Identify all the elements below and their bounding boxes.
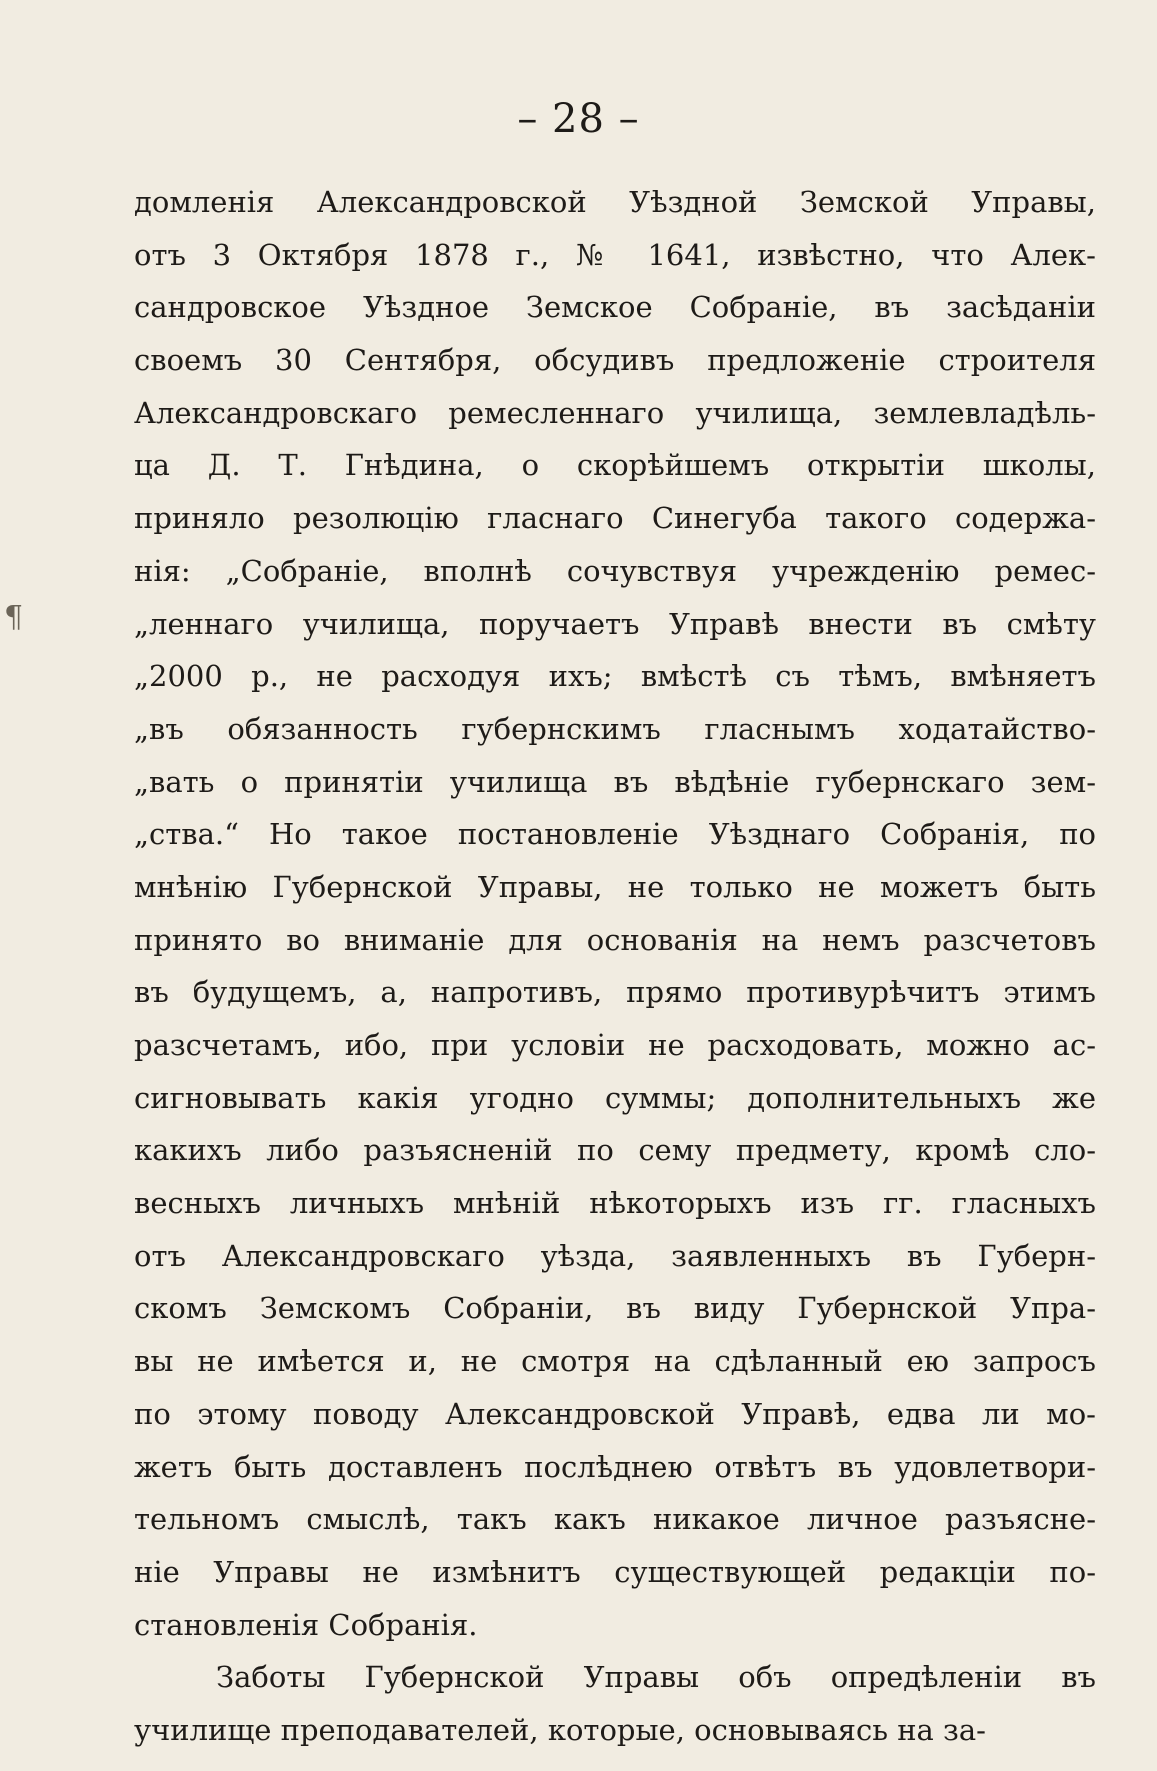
- text-line-11: „въ обязанность губернскимъ гласнымъ ходатайство-: [134, 711, 1096, 746]
- text-line-5: Александровскаго ремесленнаго училища, землевладѣль-: [134, 395, 1096, 430]
- text-line-16: въ будущемъ, а, напротивъ, прямо противурѣчитъ этимъ: [134, 975, 1096, 1010]
- text-line-21: отъ Александровскаго уѣзда, заявленныхъ въ Губерн-: [134, 1238, 1096, 1273]
- text-line-28: становленія Собранія.: [134, 1607, 478, 1642]
- text-line-22: скомъ Земскомъ Собраніи, въ виду Губернской Упра-: [134, 1291, 1096, 1326]
- text-line-29: Заботы Губернской Управы объ опредѣленіи въ: [216, 1660, 1096, 1695]
- text-line-13: „ства.“ Но такое постановленіе Уѣзднаго Собранія, по: [134, 817, 1096, 852]
- text-line-1: домленія Александровской Уѣздной Земской Управы,: [134, 185, 1096, 219]
- text-line-27: ніе Управы не измѣнитъ существующей редакціи по-: [134, 1554, 1096, 1589]
- text-line-6: ца Д. Т. Гнѣдина, о скорѣйшемъ открытіи школы,: [134, 448, 1096, 483]
- text-line-23: вы не имѣется и, не смотря на сдѣланный ею запросъ: [134, 1344, 1096, 1379]
- text-line-26: тельномъ смыслѣ, такъ какъ никакое личное разъясне-: [134, 1502, 1096, 1537]
- text-line-9: „леннаго училища, поручаетъ Управѣ внести въ смѣту: [134, 606, 1096, 641]
- text-line-24: по этому поводу Александровской Управѣ, едва ли мо-: [134, 1396, 1096, 1431]
- text-line-30: училище преподавателей, которые, основываясь на за-: [134, 1712, 986, 1747]
- page-number: – 28 –: [517, 96, 640, 142]
- text-line-8: нія: „Собраніе, вполнѣ сочувствуя учрежденію ремес-: [134, 553, 1096, 588]
- text-line-14: мнѣнію Губернской Управы, не только не можетъ быть: [134, 869, 1096, 904]
- margin-mark: ¶: [4, 600, 24, 635]
- text-line-25: жетъ быть доставленъ послѣднею отвѣтъ въ удовлетвори-: [134, 1449, 1096, 1484]
- text-line-17: разсчетамъ, ибо, при условіи не расходовать, можно ас-: [134, 1028, 1096, 1062]
- text-line-15: принято во вниманіе для основанія на немъ разсчетовъ: [134, 922, 1096, 957]
- text-line-3: сандровское Уѣздное Земское Собраніе, въ засѣданіи: [134, 290, 1096, 325]
- body-text: [134, 176, 1096, 1757]
- text-line-19: какихъ либо разъясненій по сему предмету, кромѣ сло-: [134, 1133, 1096, 1168]
- text-line-12: „вать о принятіи училища въ вѣдѣніе губернскаго зем-: [134, 764, 1096, 799]
- text-line-18: сигновывать какія угодно суммы; дополнительныхъ же: [134, 1080, 1096, 1115]
- text-line-10: „2000 р., не расходуя ихъ; вмѣстѣ съ тѣмъ, вмѣняетъ: [134, 659, 1096, 694]
- text-line-20: весныхъ личныхъ мнѣній нѣкоторыхъ изъ гг. гласныхъ: [134, 1186, 1096, 1221]
- text-line-2: отъ 3 Октября 1878 г., № 1641, извѣстно, что Алек-: [134, 237, 1096, 272]
- text-line-4: своемъ 30 Сентября, обсудивъ предложеніе строителя: [134, 343, 1096, 378]
- text-line-7: приняло резолюцію гласнаго Синегуба такого содержа-: [134, 501, 1096, 536]
